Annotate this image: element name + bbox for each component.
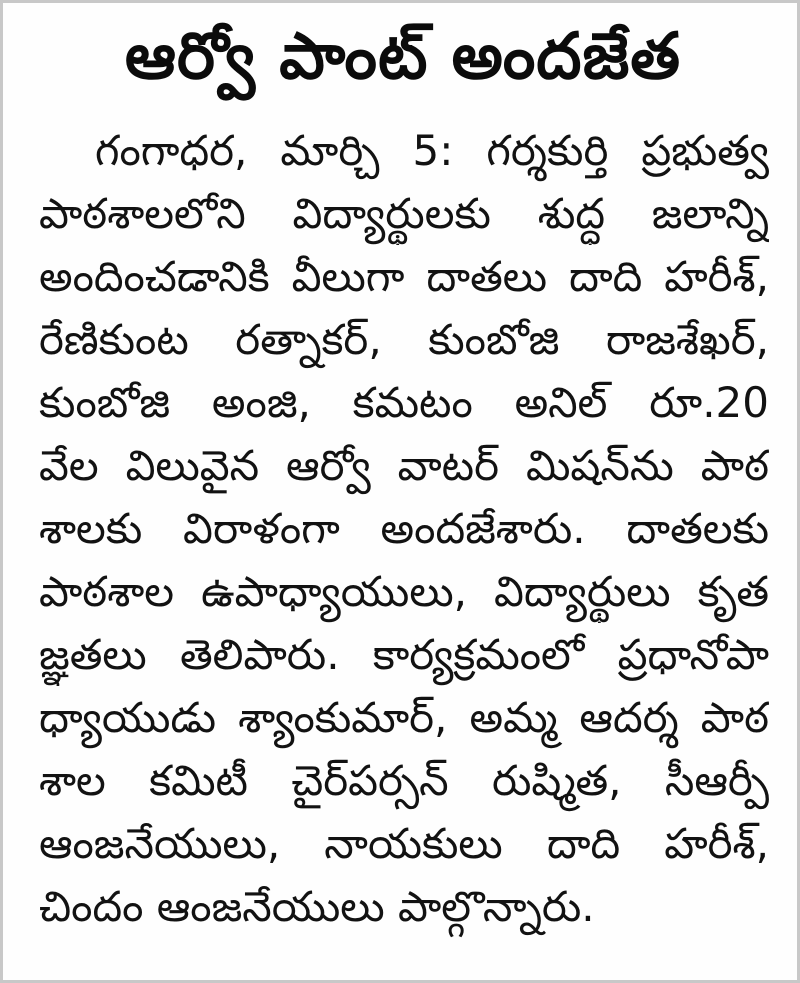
- article-body: [39, 119, 769, 938]
- article-line: చిందం ఆంజనేయులు పాల్గొన్నారు.: [39, 882, 595, 931]
- article-line: పాఠశాలలోని విద్యార్థులకు శుద్ధ జలాన్ని: [39, 189, 769, 238]
- article-line: వేల విలువైన ఆర్వో వాటర్ మిషన్‌ను పాఠ: [39, 441, 769, 490]
- article-line: శాలకు విరాళంగా అందజేశారు. దాతలకు: [39, 504, 769, 553]
- article-line: అందించడానికి వీలుగా దాతలు దాది హరీశ్,: [39, 252, 769, 301]
- article-line: కుంబోజి అంజి, కమటం అనిల్ రూ.20: [39, 378, 769, 427]
- article-line: గంగాధర, మార్చి 5: గర్శకుర్తి ప్రభుత్వ: [95, 126, 769, 175]
- article-headline: ఆర్వో పాంట్ అందజేత: [124, 20, 682, 94]
- article-line: ధ్యాయుడు శ్యాంకుమార్, అమ్మ ఆదర్శ పాఠ: [39, 693, 769, 742]
- article-line: ఆంజనేయులు, నాయకులు దాది హరీశ్,: [39, 819, 769, 868]
- article-line: శాల కమిటీ చైర్‌పర్సన్ రుష్మిత, సీఆర్పీ: [39, 756, 769, 805]
- article-line: పాఠశాల ఉపాధ్యాయులు, విద్యార్థులు కృత: [39, 567, 769, 616]
- article-line: రేణికుంట రత్నాకర్, కుంబోజి రాజశేఖర్,: [39, 315, 769, 364]
- article-line: జ్ఞతలు తెలిపారు. కార్యక్రమంలో ప్రధానోపా: [39, 630, 769, 679]
